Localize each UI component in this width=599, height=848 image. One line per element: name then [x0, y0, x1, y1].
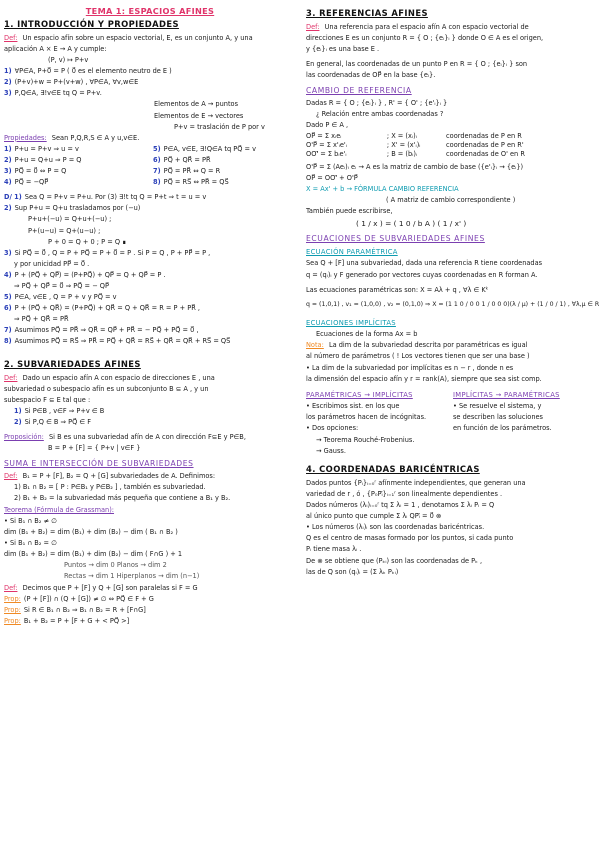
theorem-line: • Si B₁ ∩ B₂ = ∅ [4, 539, 57, 548]
sum-definition: Def: B₁ = P + [F], B₂ = Q + [G] subvariedades de A. Definimos: [4, 471, 216, 480]
property-item: 3) PQ⃗ = 0⃗ ⇔ P = Q [4, 167, 67, 176]
theorem-tag: Teorema (Fórmula de Grassman): [4, 505, 115, 514]
p2i-line: los parámetros hacen de incógnitas. [306, 413, 427, 422]
def-tag: Def: [4, 584, 18, 593]
section-3-heading: 3. REFERENCIAS AFINES [306, 8, 428, 18]
def-line: y {eᵢ}ᵢ es una base E . [306, 45, 380, 54]
property-item: 1) P+u = P+v ⇒ u = v [4, 144, 79, 153]
property-item: 5) P∈A, v∈E, ∃!Q∈A tq PQ⃗ = v [153, 144, 257, 153]
implicit-note: Nota: La dim de la subvariedad descrita por paramétricas es igual [306, 341, 528, 350]
document-title: TEMA 1: ESPACIOS AFINES [85, 6, 215, 16]
i2p-line: • Se resuelve el sistema, y [453, 402, 542, 411]
note-line: Elementos de A → puntos [154, 100, 239, 109]
cambio-line: Dado P ∈ A , [306, 121, 349, 130]
proof-line: ⇒ PQ⃗ + QP⃗ = 0⃗ ⇒ PQ⃗ = − QP⃗ [14, 281, 109, 290]
cambio-heading: CAMBIO DE REFERENCIA [306, 86, 412, 96]
implicit-note-line: • La dim de la subvariedad por implícitas es n − r , donde n es [306, 363, 514, 372]
sec1-definition [4, 34, 296, 43]
cambio-line: ¿ Relación entre ambas coordenadas ? [316, 110, 444, 119]
conversion-block [306, 387, 594, 457]
proof-line: 3) Si PQ⃗ = 0⃗ , Q = P + PQ⃗ = P + 0⃗ = P . Si P = Q , P + PP⃗ = P , [4, 248, 211, 257]
def-line: subvariedad o subespacio afín es un subconjunto B ⊆ A , y un [4, 384, 209, 393]
oop-line: OP⃗ = OO'⃗ + O'P⃗ [306, 173, 358, 182]
theorem-line: dim (B₁ + B₂) = dim (B₁) + dim (B₂) − dim ( F∩G ) + 1 [4, 550, 183, 559]
dim-note: Rectas → dim 1 Hiperplanos → dim (n−1) [64, 572, 200, 581]
p2i-line: • Dos opciones: [306, 424, 359, 433]
property-item: 2) P+u = Q+u ⇒ P = Q [4, 155, 82, 164]
ecuaciones-heading: ECUACIONES DE SUBVARIEDADES AFINES [306, 234, 485, 244]
sec3-definition: Def: Una referencia para el espacio afín A con espacio vectorial de [306, 23, 529, 32]
section-2-heading: 2. SUBVARIEDADES AFINES [4, 358, 141, 369]
general-line: En general, las coordenadas de un punto P en R = { O ; {eᵢ}ᵢ } son [306, 60, 528, 69]
def-line: aplicación A × E → A y cumple: [4, 45, 107, 54]
bary-line: Pᵢ tiene masa λᵢ . [306, 545, 362, 554]
formula-line: X = Ax' + b → FÓRMULA CAMBIO REFERENCIA [306, 184, 459, 193]
p2i-line: • Escribimos sist. en los que [306, 402, 400, 411]
proposition: Proposición: Si B es una subvariedad afín de A con dirección F⊆E y P∈B, [4, 433, 246, 442]
condition-item: 2) Si P,Q ∈ B ⇒ PQ⃗ ∈ F [14, 418, 92, 427]
general-line: las coordenadas de OP⃗ en la base {eᵢ}. [306, 71, 436, 80]
note-tag: Nota: [306, 341, 324, 350]
cambio-line: Dadas R = { O ; {eᵢ}ᵢ } , R' = { O' ; {e'ᵢ}ᵢ } [306, 99, 448, 108]
left-column [4, 6, 296, 628]
property-item: 7) PQ⃗ = PR⃗ ⇔ Q = R [153, 167, 221, 176]
note-line: Elementos de E → vectores [154, 111, 244, 120]
proof-line: P+u+(−u) = Q+u+(−u) ; [28, 215, 112, 224]
proof-line: 4) P + (PQ⃗ + QP⃗) = (P+PQ⃗) + QP⃗ = Q + QP⃗ = P . [4, 270, 166, 279]
axiom-item: 1) ∀P∈A, P+0⃗ = P ( 0⃗ es el elemento neutro de E ) [4, 67, 172, 76]
proof-line: D/ 1) Sea Q = P+v = P+u. Por (3) ∃!t tq Q = P+t ⇒ t = u = v [4, 193, 207, 202]
theorem-line: dim (B₁ + B₂) = dim (B₁) + dim (B₂) − dim ( B₁ ∩ B₂ ) [4, 528, 178, 536]
theorem-line: • Si B₁ ∩ B₂ ≠ ∅ [4, 516, 57, 525]
bary-line: las de Q son (qᵢ)ᵢ = (Σ λₖ Pₖᵢ) [306, 567, 399, 576]
section-4-heading: 4. COORDENADAS BARICÉNTRICAS [306, 463, 480, 474]
def-tag: Def: [4, 373, 18, 382]
properties-tag: Propiedades: [4, 133, 47, 142]
proofs-block [4, 193, 296, 346]
implicit-line: Ecuaciones de la forma Ax = b [316, 330, 418, 339]
implicit-note-line: al número de parámetros ( ! Los vectores tienen que ser una base ) [306, 352, 530, 361]
condition-item: 1) Si P∈B , v∈F ⇒ P+v ∈ B [14, 406, 105, 415]
bary-line: De ⊗ se obtiene que (Pₖᵢ) son las coordenadas de Pₖ , [306, 556, 483, 565]
proof-line: 2) Sup P+u = Q+u trasladamos por (−u) [4, 204, 141, 213]
def-line: Un espacio afín sobre un espacio vectorial, E, es un conjunto A, y una [22, 33, 253, 42]
param-line: Sea Q + [F] una subvariedad, dada una referencia R tiene coordenadas [306, 259, 543, 268]
proposition-line: B = P + [F] = { P+v | v∈F } [48, 444, 141, 453]
bary-line: Q es el centro de masas formado por los puntos, si cada punto [306, 534, 514, 543]
proof-line: 5) P∈A, v∈E , Q = P + v y PQ⃗ = v [4, 293, 117, 302]
dim-note: Puntos → dim 0 Planos → dim 2 [64, 561, 167, 570]
proposition-tag: Proposición: [4, 433, 44, 442]
proof-line: 8) Asumimos PQ⃗ = RS⃗ ⇒ PR⃗ = PQ⃗ + QR⃗ = RS⃗ + QR⃗ = QR⃗ + RS⃗ = QS⃗ [4, 337, 231, 346]
p2i-heading: PARAMÉTRICAS → IMPLÍCITAS [306, 391, 413, 400]
properties-grid [4, 145, 296, 189]
bary-line: al único punto que cumple Σ λᵢ QPᵢ⃗ = 0⃗ ⊗ [306, 512, 442, 521]
bary-line: Dados puntos {Pᵢ}ᵢ₌₀ʳ afínmente independientes, que generan una [306, 478, 526, 487]
def-line: (P, v) ↦ P+v [48, 56, 89, 65]
block-matrix: ( 1 / x ) = ( 1 0 / b A ) ( 1 / x' ) [356, 218, 467, 228]
implicit-note-line: la dimensión del espacio afín y r = rank(A), siempre que sea sist comp. [306, 374, 542, 383]
i2p-line: en función de los parámetros. [453, 424, 552, 433]
def-line: subespacio F ⊆ E tal que : [4, 395, 91, 404]
bary-line: variedad de r , ó , {P₀Pᵢ⃗}ᵢ₌₁ʳ son linealmente dependientes . [306, 489, 503, 498]
parametric-heading: ECUACIÓN PARAMÉTRICA [306, 248, 398, 257]
formula-note: ( A matriz de cambio correspondiente ) [386, 195, 516, 204]
coord-row: OO'⃗ = Σ bᵢe'ᵢ ; B = (bᵢ)ᵢ coordenadas de O' en R [306, 149, 525, 158]
note-line: P+v = traslación de P por v [174, 122, 265, 131]
property-item: 4) PQ⃗ = −QP⃗ [4, 178, 49, 187]
def-line: 2) B₁ + B₂ = la subvariedad más pequeña que contiene a B₁ y B₂. [14, 494, 231, 503]
section-1-heading: 1. INTRODUCCIÓN Y PROPIEDADES [4, 18, 179, 29]
prop-item: Prop: (P + [F]) ∩ (Q + [G]) ≠ ∅ ⇔ PQ⃗ ∈ F + G [4, 595, 154, 604]
coord-table [306, 132, 594, 158]
prop-item: Prop: Si R ∈ B₁ ∩ B₂ ⇒ B₁ ∩ B₂ = R + [F∩G] [4, 606, 146, 615]
param-line: q = (qᵢ)ᵢ y F generado por vectores cuyas coordenadas en R forman A. [306, 270, 538, 279]
properties-intro: Propiedades: Sean P,Q,R,S ∈ A y u,v∈E. [4, 133, 140, 142]
parallel-definition: Def: Decimos que P + [F] y Q + [G] son paralelas si F = G [4, 584, 198, 593]
right-column [306, 6, 599, 579]
i2p-line: se describen las soluciones [453, 413, 543, 422]
def-line: 1) B₁ ∩ B₂ = [ P : P∈B₁ y P∈B₂ ] , también es subvariedad. [14, 483, 206, 492]
proof-line: ⇒ PQ⃗ + QR⃗ = PR⃗ [14, 315, 69, 324]
proof-line: P+(u−u) = Q+(u−u) ; [28, 226, 101, 235]
axiom-item: 3) P,Q∈A, ∃!v∈E tq Q = P+v. [4, 89, 102, 98]
bary-line: • Los números (λᵢ)ᵢ son las coordenadas baricéntricas. [306, 523, 485, 532]
example-line: q = (1,0,1) , v₁ = (1,0,0) , v₂ = (0,1,0) ⇒ X = (1 1 0 / 0 0 1 / 0 0 0)(λ / μ) + (1 / 0 / 1) , ∀λ,μ ∈ R [306, 300, 599, 308]
proof-line: 7) Asumimos PQ⃗ = PR⃗ ⇒ QR⃗ = QP⃗ + PR⃗ = − PQ⃗ + PQ⃗ = 0⃗ , [4, 326, 199, 335]
property-item: 8) PQ⃗ = RS⃗ ⇔ PR⃗ = QS⃗ [153, 178, 229, 187]
i2p-heading: IMPLÍCITAS → PARAMÉTRICAS [453, 391, 560, 400]
proof-line: y por unicidad PP⃗ = 0⃗ . [14, 259, 90, 268]
p2i-line: → Teorema Rouché-Frobenius. [316, 435, 415, 444]
coord-row: OP⃗ = Σ xᵢeᵢ ; X = (xᵢ)ᵢ coordenadas de P en R [306, 132, 522, 141]
coord-row: O'P⃗ = Σ x'ᵢe'ᵢ ; X' = (x'ᵢ)ᵢ coordenadas de P en R' [306, 141, 524, 150]
def-tag: Def: [4, 33, 18, 42]
also-line: También puede escribirse, [306, 206, 393, 215]
axioms-block [4, 67, 296, 100]
def-line: direcciones E es un conjunto R = { O ; {eᵢ}ᵢ } donde O ∈ A es el origen, [306, 34, 544, 43]
sum-heading: SUMA E INTERSECCIÓN DE SUBVARIEDADES [4, 458, 194, 468]
proof-line: P + 0 = Q + 0 ; P = Q ∎ [48, 237, 127, 246]
param-equation: Las ecuaciones paramétricas son: X = Aλ + q , ∀λ ∈ Kᵏ [306, 285, 489, 294]
proof-line: 6) P + (PQ⃗ + QR⃗) = (P+PQ⃗) + QR⃗ = Q + QR⃗ = R = P + PR⃗ , [4, 304, 200, 313]
sec2-definition: Def: Dado un espacio afín A con espacio de direcciones E , una [4, 373, 215, 382]
property-item: 6) PQ⃗ + QR⃗ = PR⃗ [153, 155, 211, 164]
bary-line: Dados números (λᵢ)ᵢ₌₀ʳ tq Σ λᵢ = 1 , denotamos Σ λᵢ Pᵢ = Q [306, 501, 495, 510]
axiom-item: 2) (P+v)+w = P+(v+w) , ∀P∈A, ∀v,w∈E [4, 78, 139, 87]
implicit-heading: ECUACIONES IMPLÍCITAS [306, 319, 396, 328]
def-tag: Def: [306, 23, 320, 32]
prop-item: Prop: B₁ + B₂ = P + [F + G + < PQ⃗ >] [4, 617, 130, 626]
def-tag: Def: [4, 471, 18, 480]
matrix-line: O'P⃗ = Σ (Aeᵢ)ᵢ eᵢ → A es la matriz de cambio de base ({e'ᵢ}ᵢ → {eᵢ}) [306, 162, 524, 171]
p2i-line: → Gauss. [316, 446, 346, 455]
